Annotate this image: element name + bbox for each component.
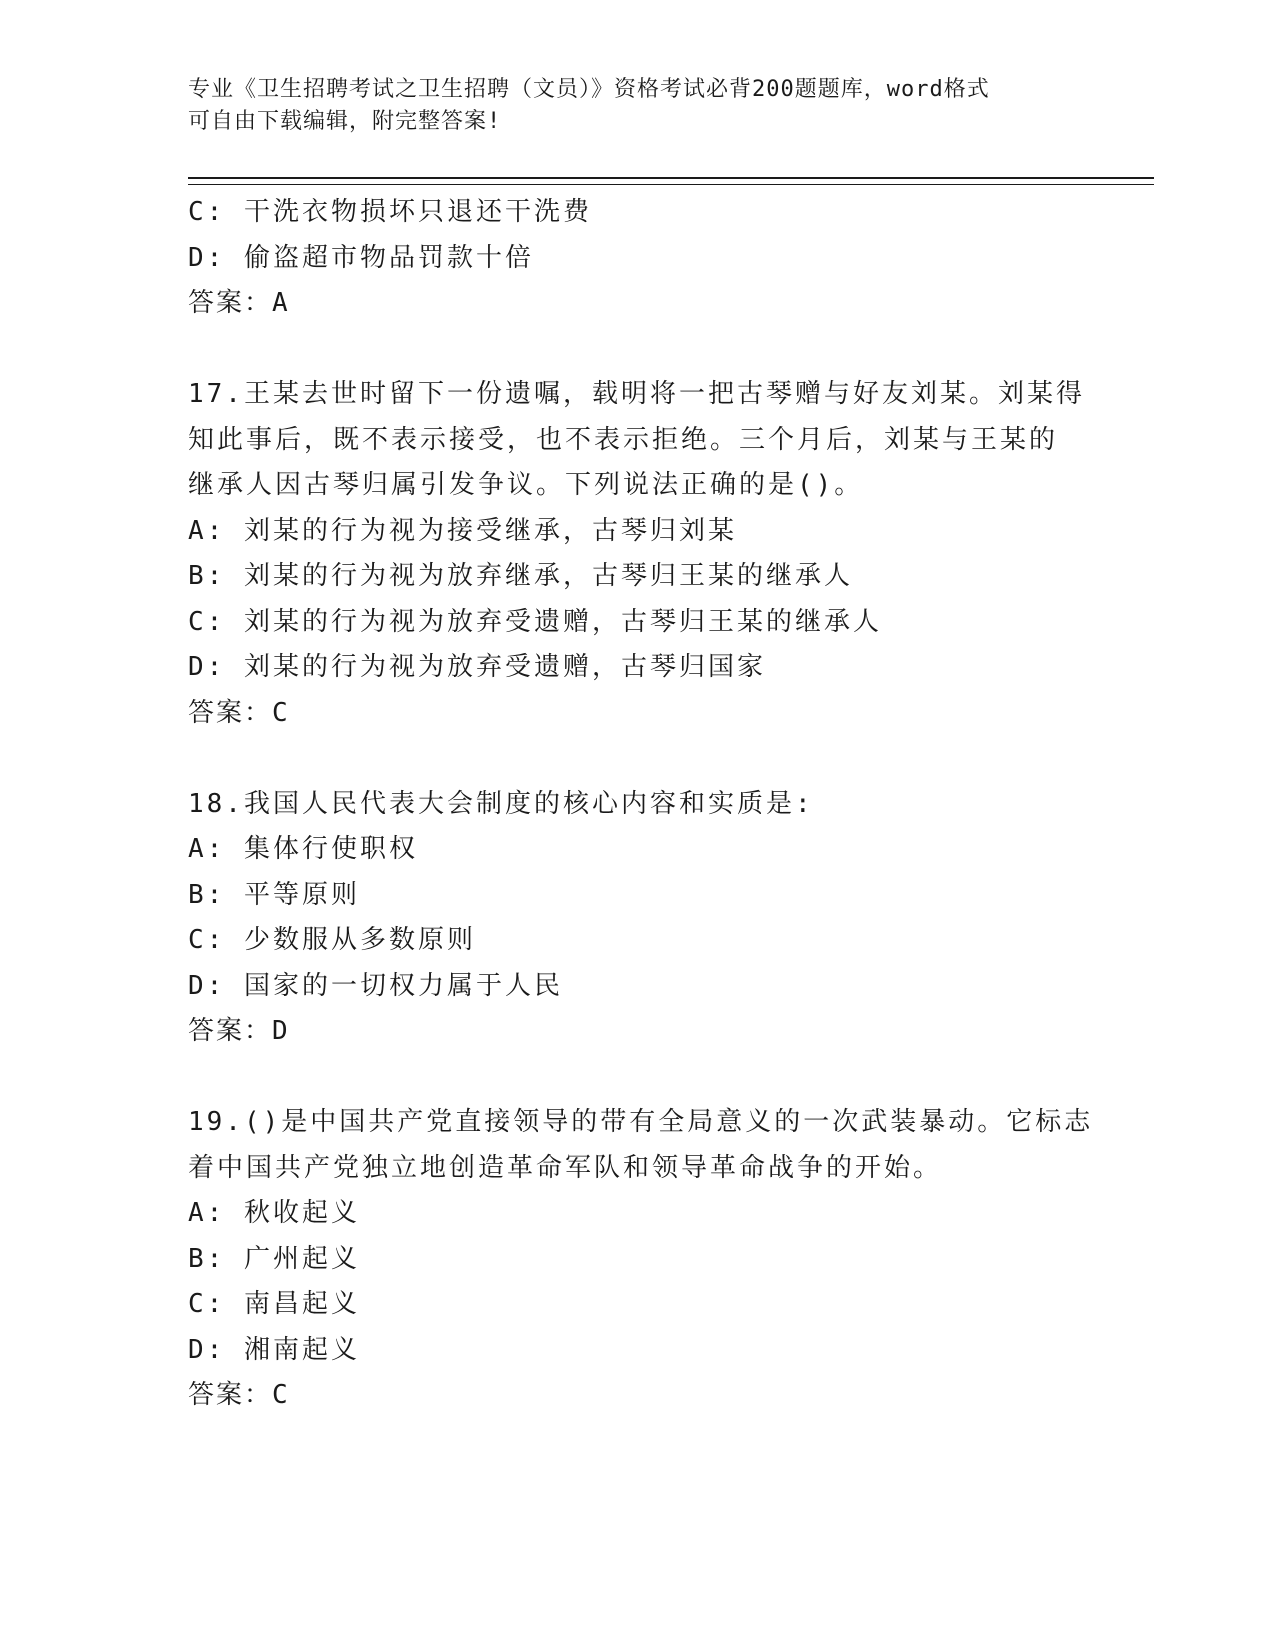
spacer [188,1055,1148,1101]
answer-line: 答案：C [188,697,290,728]
header-divider [188,177,1154,185]
option-line: C: 干洗衣物损坏只退还干洗费 [188,197,592,227]
header-title-line-2: 可自由下载编辑，附完整答案! [188,109,502,134]
option-line: D: 国家的一切权力属于人民 [188,970,563,1001]
option-line: A: 刘某的行为视为接受继承，古琴归刘某 [188,515,737,546]
option-line: B: 平等原则 [188,879,360,910]
answer-line: 答案：C [188,1380,290,1410]
question-stem-line: 18.我国人民代表大会制度的核心内容和实质是: [188,788,814,819]
option-line: D: 湘南起义 [188,1334,360,1365]
option-line: C: 少数服从多数原则 [188,925,476,955]
question-stem-line: 17.王某去世时留下一份遗嘱，载明将一把古琴赠与好友刘某。刘某得 [188,379,1085,409]
answer-line: 答案：A [188,288,290,318]
option-line: D: 刘某的行为视为放弃受遗赠，古琴归国家 [188,652,766,682]
question-stem-line: 继承人因古琴归属引发争议。下列说法正确的是()。 [188,470,864,500]
option-line: C: 南昌起义 [188,1289,360,1319]
spacer [188,327,1148,373]
question-stem-line: 着中国共产党独立地创造革命军队和领导革命战争的开始。 [188,1152,943,1183]
option-line: C: 刘某的行为视为放弃受遗赠，古琴归王某的继承人 [188,606,882,637]
answer-line: 答案：D [188,1016,290,1046]
header-title-line-1: 专业《卫生招聘考试之卫生招聘（文员）》资格考试必背200题题库，word格式 [188,77,990,102]
question-content [188,190,1148,1419]
document-header [188,74,1088,138]
spacer [188,736,1148,782]
question-stem-line: 19.()是中国共产党直接领导的带有全局意义的一次武装暴动。它标志 [188,1107,1094,1137]
option-line: A: 秋收起义 [188,1198,360,1228]
question-stem-line: 知此事后，既不表示接受，也不表示拒绝。三个月后，刘某与王某的 [188,424,1059,455]
option-line: A: 集体行使职权 [188,834,418,864]
option-line: B: 刘某的行为视为放弃继承，古琴归王某的继承人 [188,561,853,591]
option-line: B: 广州起义 [188,1243,360,1274]
option-line: D: 偷盗超市物品罚款十倍 [188,242,534,273]
